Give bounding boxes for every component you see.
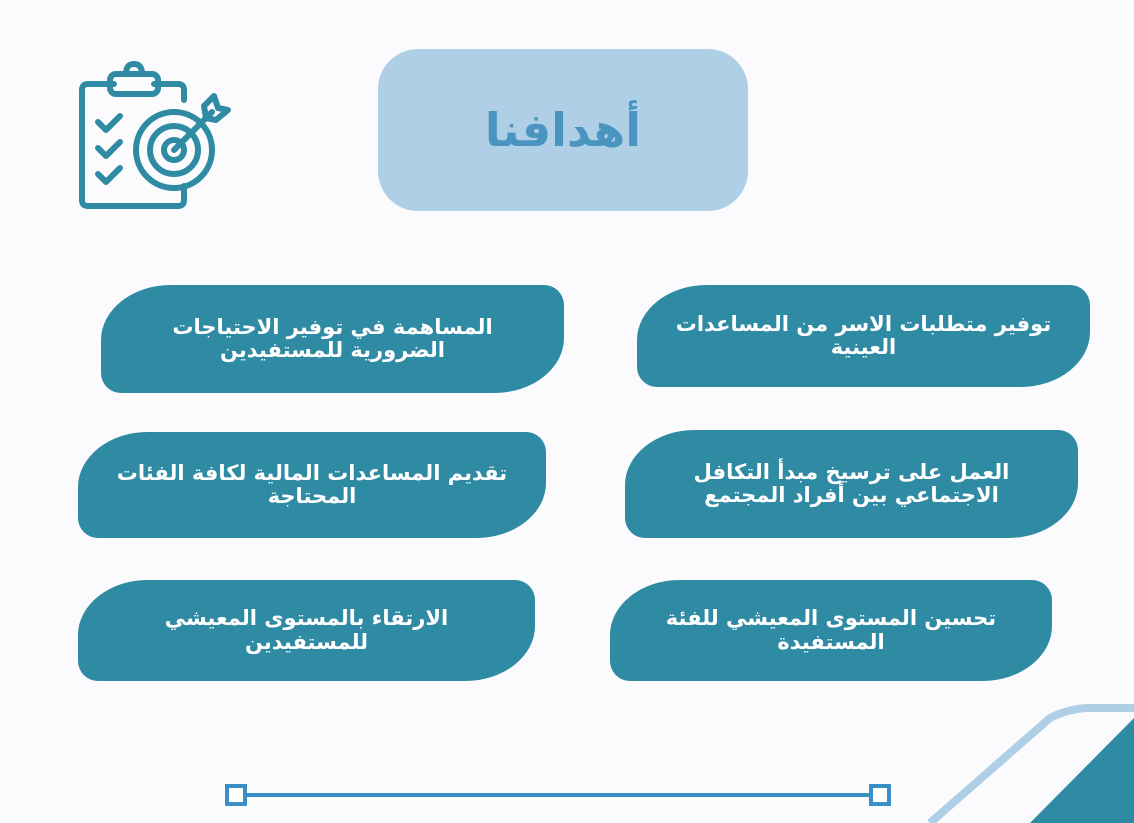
page-title: أهدافنا bbox=[484, 103, 642, 157]
goal-item-left-3 bbox=[78, 580, 535, 681]
corner-solid-shape bbox=[1030, 718, 1134, 823]
goal-text: الارتقاء بالمستوى المعيشي للمستفيدين bbox=[164, 606, 449, 654]
goal-text: تقديم المساعدات المالية لكافة الفئات المحتاجة bbox=[116, 460, 508, 508]
goal-item-right-1 bbox=[637, 285, 1090, 387]
goal-text: توفير متطلبات الاسر من المساعدات العينية bbox=[675, 311, 1052, 359]
goal-item-right-2 bbox=[625, 430, 1078, 538]
goal-text: تحسين المستوى المعيشي للفئة المستفيدة bbox=[665, 606, 997, 654]
title-box bbox=[378, 49, 748, 211]
connector-left-node bbox=[227, 786, 245, 804]
corner-outline-shape bbox=[930, 708, 1134, 823]
goal-item-left-2 bbox=[78, 432, 546, 538]
goal-text: العمل على ترسيخ مبدأ التكافل الاجتماعي بين أفراد المجتمع bbox=[693, 459, 1010, 507]
goal-item-left-1 bbox=[101, 285, 564, 393]
goal-item-right-3 bbox=[610, 580, 1052, 681]
checklist-target-icon bbox=[74, 60, 234, 215]
connector-right-node bbox=[871, 786, 889, 804]
goal-text: المساهمة في توفير الاحتياجات الضرورية للمستفيدين bbox=[172, 314, 493, 362]
